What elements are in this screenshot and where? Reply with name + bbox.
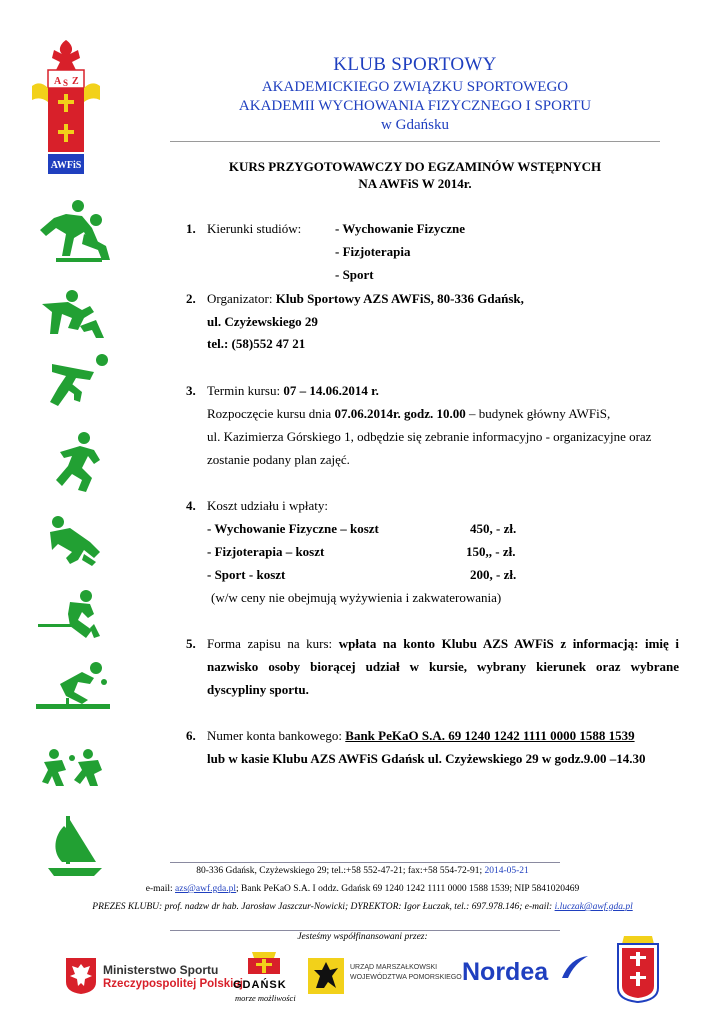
footer-divider-top: [170, 862, 560, 863]
organizer-name: Klub Sportowy AZS AWFiS, 80-336 Gdańsk,: [275, 291, 524, 306]
section-2-line1: [207, 291, 524, 307]
shot-put-icon: [46, 352, 110, 410]
runner-icon: [52, 430, 108, 494]
section-3-line1: [207, 383, 379, 399]
bank-account-number: Bank PeKaO S.A. 69 1240 1242 1111 0000 1588 1539: [345, 728, 635, 743]
organizer-phone: tel.: (58)552 47 21: [207, 336, 306, 351]
section-4-label: Koszt udziału i wpłaty:: [207, 498, 328, 513]
nordea-logo-text: Nordea: [462, 958, 549, 986]
course-start-suffix: – budynek główny AWFiS,: [465, 406, 611, 421]
azs-awfis-crest: [30, 36, 102, 178]
gdansk-crest-icon: [244, 948, 284, 978]
signup-instructions: wpłata na konto Klubu AZS AWFiS z informacją: imię i: [338, 636, 680, 651]
header-association: AKADEMICKIEGO ZWIĄZKU SPORTOWEGO: [261, 79, 569, 95]
section-6-number: 6.: [186, 728, 196, 743]
bank-account-label: Numer konta bankowego:: [207, 728, 346, 743]
section-1-label: Kierunki studiów:: [207, 221, 302, 236]
document-title-line2: NA AWFiS W 2014r.: [358, 176, 472, 191]
cost-row-name: - Wychowanie Fizyczne – koszt: [207, 521, 379, 536]
section-5-line1: [207, 636, 679, 652]
course-start-prefix: Rozpoczęcie kursu dnia: [207, 406, 335, 421]
section-4-number: 4.: [186, 498, 196, 513]
section-5-line3: dyscypliny sportu.: [207, 682, 309, 697]
gdansk-tagline: morze możliwości: [235, 993, 296, 1003]
crest-label: AWFiS: [50, 160, 82, 171]
cost-row-price: 200, - zł.: [470, 567, 517, 582]
section-3-line3: ul. Kazimierza Górskiego 1, odbędzie się zebranie informacyjno - organizacyjne oraz: [207, 429, 652, 444]
section-3-line2: [207, 406, 610, 422]
nordea-wave-icon: [560, 954, 590, 980]
table-tennis-icon: [34, 660, 112, 714]
footer-bank: ; Bank PeKaO S.A. I oddz. Gdańsk 69 1240 1242 1111 0000 1588 1539; NIP 5841020469: [236, 884, 580, 894]
study-field-item: - Sport: [335, 267, 374, 282]
basketball-icon: [40, 748, 104, 788]
header-club-name: KLUB SPORTOWY: [333, 54, 497, 75]
footer-contact-line: [0, 884, 725, 894]
cost-row-price: 450, - zł.: [470, 521, 517, 536]
course-start-date: 07.06.2014r. godz. 10.00: [334, 406, 466, 421]
footer-address: 80-336 Gdańsk, Czyżewskiego 29; tel.:+58 552-47-21; fax:+58 554-72-91;: [196, 866, 485, 876]
section-6-line2: lub w kasie Klubu AZS AWFiS Gdańsk ul. Czyżewskiego 29 w godz.9.00 –14.30: [207, 751, 646, 766]
footer-cofinanced: Jesteśmy współfinansowani przez:: [297, 932, 428, 942]
header-academy: AKADEMII WYCHOWANIA FIZYCZNEGO I SPORTU: [238, 98, 592, 114]
urzad-line1: URZĄD MARSZAŁKOWSKI: [350, 964, 438, 971]
course-term-dates: 07 – 14.06.2014 r.: [283, 383, 379, 398]
section-6-line1: [207, 728, 635, 744]
section-5-number: 5.: [186, 636, 196, 651]
judo-icon: [36, 198, 116, 266]
polish-eagle-icon: [66, 958, 96, 994]
document-title-line1: KURS PRZYGOTOWAWCZY DO EGZAMINÓW WSTĘPNYCH: [228, 159, 602, 174]
cost-row-name: - Sport - koszt: [207, 567, 286, 582]
footer-address-line: [0, 866, 725, 876]
footer-email-label: e-mail:: [145, 884, 176, 894]
footer-officials: PREZES KLUBU: prof. nadzw dr hab. Jarosław Jaszczur-Nowicki; DYREKTOR: Igor Łuczak, tel.: 697.978.146; e-mail:: [92, 902, 555, 912]
ministry-name-line1: Ministerstwo Sportu: [103, 963, 219, 977]
pomorskie-griffin-icon: [308, 958, 344, 994]
organizer-label: Organizator:: [207, 291, 276, 306]
header-divider: [170, 141, 660, 142]
footer-officials-line: [0, 902, 725, 912]
footer-email-link[interactable]: azs@awf.gda.pl: [175, 884, 237, 894]
section-1-number: 1.: [186, 221, 196, 236]
signup-label: Forma zapisu na kurs:: [207, 636, 339, 651]
hurdles-icon: [38, 290, 110, 342]
footer-director-email-link[interactable]: i.luczak@awf.gda.pl: [554, 902, 633, 912]
crest-letter-a: A: [54, 76, 62, 87]
rower-icon: [48, 514, 108, 568]
organizer-street: ul. Czyżewskiego 29: [207, 314, 318, 329]
header-city: w Gdańsku: [381, 117, 449, 133]
footer-date: 2014-05-21: [484, 866, 529, 876]
gdansk-logo-text: GDAŃSK: [233, 979, 287, 991]
study-field-item: - Fizjoterapia: [335, 244, 411, 259]
crest-letter-z: Z: [72, 76, 79, 87]
course-term-label: Termin kursu:: [207, 383, 284, 398]
study-field-item: - Wychowanie Fizyczne: [335, 221, 465, 236]
footer-divider-bottom: [170, 930, 560, 931]
cost-row-name: - Fizjoterapia – koszt: [207, 544, 325, 559]
sports-crest-icon: [614, 934, 662, 1004]
urzad-line2: WOJEWÓDZTWA POMORSKIEGO: [350, 974, 462, 981]
section-5-line2: nazwisko osoby biorącej udział w kursie, wybrany kierunek oraz wybrane: [207, 659, 679, 674]
section-2-number: 2.: [186, 291, 196, 306]
crest-letter-s: S: [63, 78, 69, 88]
cost-note: (w/w ceny nie obejmują wyżywienia i zakwaterowania): [211, 590, 502, 605]
section-3-line4: zostanie podany plan zajęć.: [207, 452, 350, 467]
ministry-name-line2: Rzeczypospolitej Polskiej: [103, 978, 243, 990]
fencing-icon: [36, 590, 106, 640]
cost-row-price: 150,, - zł.: [466, 544, 516, 559]
section-3-number: 3.: [186, 383, 196, 398]
